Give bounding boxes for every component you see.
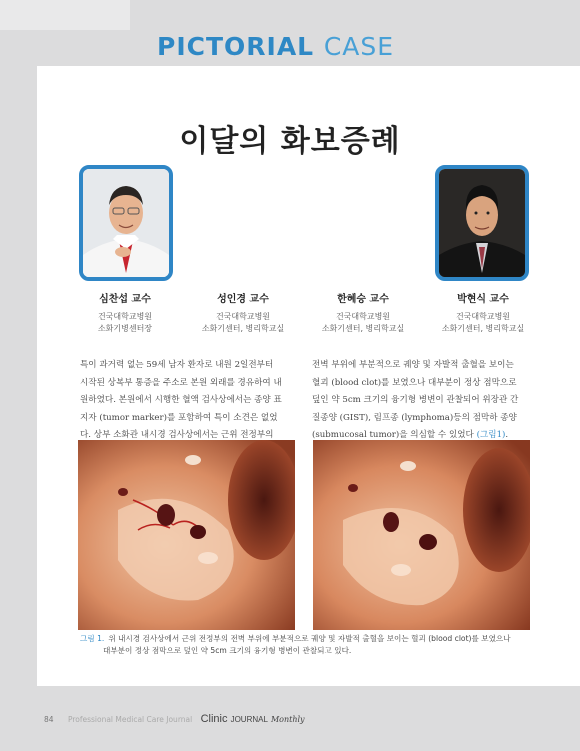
body-line: 질종양 (GIST), 림프종 (lymphoma)등의 점막하 종양 <box>312 412 517 423</box>
figure-caption-line-1: 위 내시경 검사상에서 근위 전정부의 전벽 부위에 부분적으로 궤양 및 자발적 출혈을 보이는 혈괴 (blood clot)를 보였으나 <box>108 634 511 643</box>
journal-name: Professional Medical Care Journal <box>67 715 193 724</box>
endoscopy-image-right <box>313 440 530 630</box>
section-title-bold: PICTORIAL <box>157 32 315 61</box>
author-photo-1 <box>79 165 173 281</box>
author-2 <box>173 293 313 335</box>
author-2-name: 성인경 교수 <box>217 294 269 305</box>
author-3-affiliation-1: 건국대학교병원 <box>335 312 391 321</box>
author-2-affiliation-1: 건국대학교병원 <box>215 312 271 321</box>
page-title: 이달의 화보증례 <box>179 124 401 159</box>
brand-monthly: Monthly <box>270 715 305 724</box>
author-4 <box>413 293 553 335</box>
author-1-name: 심찬섭 교수 <box>99 294 151 305</box>
body-line: 원하였다. 본원에서 시행한 혈액 검사상에서는 종양 표 <box>80 395 282 405</box>
author-1-affiliation-1: 건국대학교병원 <box>97 312 153 321</box>
body-line: 덮인 약 5cm 크기의 융기형 병변이 관찰되어 위장관 간 <box>312 395 519 405</box>
brand-logo <box>201 713 305 725</box>
body-line: 지자 (tumor marker)를 포함하여 특이 소견은 없었 <box>80 412 278 423</box>
body-left-column <box>80 357 302 445</box>
section-title <box>157 32 394 61</box>
brand-clinic: Clinic <box>200 713 228 725</box>
figure-reference-suffix: . <box>505 430 509 440</box>
endoscopy-image-left <box>78 440 295 630</box>
author-3-affiliation-2: 소화기센터, 병리학교실 <box>321 324 405 333</box>
body-line: 혈괴 (blood clot)를 보였으나 대부분이 정상 점막으로 <box>312 377 517 388</box>
body-line: (submucosal tumor)을 의심할 수 있었다 <box>312 430 477 440</box>
body-right-column <box>312 357 534 445</box>
body-line: 전벽 부위에 부분적으로 궤양 및 자발적 출혈을 보이는 <box>312 360 514 370</box>
body-line: 다. 상부 소화관 내시경 검사상에서는 근위 전정부의 <box>80 430 274 440</box>
author-1-affiliation-2: 소화기병센터장 <box>97 324 153 333</box>
figure-caption <box>80 633 550 656</box>
brand-journal: JOURNAL <box>230 715 268 724</box>
author-4-name: 박현식 교수 <box>457 294 509 305</box>
author-2-affiliation-2: 소화기센터, 병리학교실 <box>201 324 285 333</box>
author-photo-4 <box>435 165 529 281</box>
header-notch <box>0 0 130 30</box>
author-3-name: 한혜승 교수 <box>337 294 389 305</box>
figure-caption-line-2: 대부분이 정상 점막으로 덮인 약 5cm 크기의 융기형 병변이 관찰되고 있다. <box>103 645 352 655</box>
page-footer <box>44 713 305 725</box>
figure-reference-link[interactable]: (그림1) <box>476 430 506 440</box>
body-line: 특이 과거력 없는 59세 남자 환자로 내원 2일전부터 <box>80 360 274 370</box>
figure-caption-label: 그림 1. <box>80 634 105 643</box>
body-line: 시작된 상복부 통증을 주소로 본원 외래를 경유하여 내 <box>80 377 282 388</box>
author-4-affiliation-1: 건국대학교병원 <box>455 312 511 321</box>
section-title-light: CASE <box>323 32 395 61</box>
page-number: 84 <box>44 715 54 724</box>
author-4-affiliation-2: 소화기센터, 병리학교실 <box>441 324 525 333</box>
author-3 <box>293 293 433 335</box>
